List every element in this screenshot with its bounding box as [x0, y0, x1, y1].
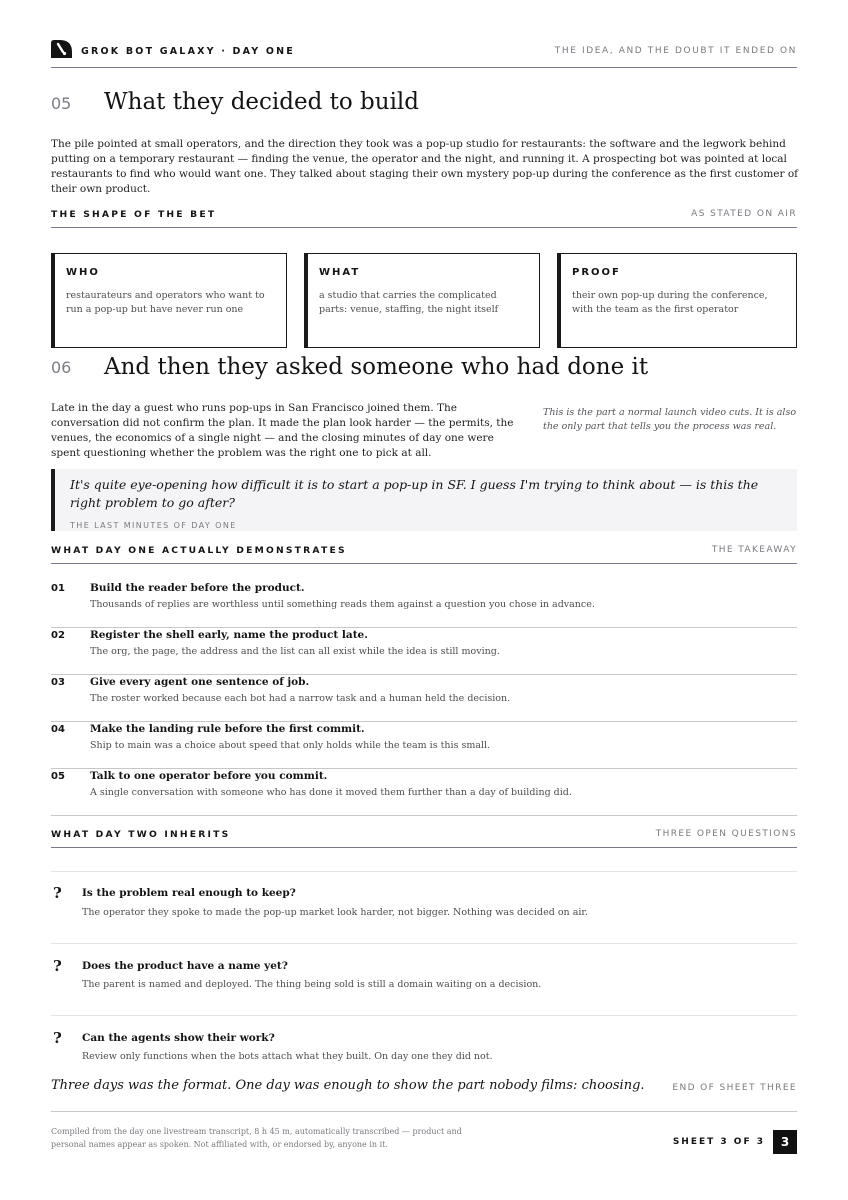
lesson-divider [51, 674, 797, 675]
lesson-description: The roster worked because each bot had a narrow task and a human held the decision. [90, 693, 511, 704]
lesson-title: Make the landing rule before the first commit. [90, 723, 365, 735]
quote-text: It's quite eye-opening how difficult it is to start a pop-up in SF. I guess I'm trying to think about — is this the right problem to go after? [70, 477, 759, 510]
question-title: Can the agents show their work? [82, 1032, 275, 1044]
question-title: Is the problem real enough to keep? [82, 887, 296, 899]
daytwo-kicker: WHAT DAY TWO INHERITS [51, 829, 231, 840]
pull-quote [51, 469, 797, 531]
section-title: And then they asked someone who had done it [104, 354, 649, 380]
lesson-divider [51, 627, 797, 628]
section-number: 05 [51, 94, 72, 113]
card-label: WHO [66, 267, 100, 278]
section-body: Late in the day a guest who runs pop-ups in San Francisco joined them. The conversation did not confirm the plan. It made the plan look harder — the permits, the venues, the economics of a single night — and the closing minutes of day one were spent questioning whether the problem was the right one to pick at all. [51, 402, 514, 459]
section-number: 06 [51, 358, 72, 377]
question-description: The operator they spoke to made the pop-up market look harder, not bigger. Nothing was decided on air. [82, 907, 588, 918]
daytwo-divider [51, 847, 797, 848]
bet-kicker: THE SHAPE OF THE BET [51, 209, 217, 220]
lesson-number: 05 [51, 771, 65, 782]
takeaway-kicker-right: THE TAKEAWAY [711, 545, 797, 555]
question-divider [51, 943, 797, 944]
takeaway-kicker: WHAT DAY ONE ACTUALLY DEMONSTRATES [51, 545, 347, 556]
question-divider [51, 1015, 797, 1016]
footer-divider [51, 1111, 797, 1112]
daytwo-kicker-right: THREE OPEN QUESTIONS [655, 829, 797, 839]
quote-caption: THE LAST MINUTES OF DAY ONE [70, 521, 237, 530]
lesson-divider [51, 721, 797, 722]
lesson-title: Register the shell early, name the product late. [90, 629, 368, 641]
footnote: Compiled from the day one livestream transcript, 8 h 45 m, automatically transcribed — product and personal names appear as spoken. Not affiliated with, or endorsed by, anyone in it. [51, 1127, 462, 1149]
header-divider [51, 67, 797, 68]
lesson-number: 01 [51, 583, 65, 594]
lesson-title: Build the reader before the product. [90, 582, 305, 594]
question-divider [51, 871, 797, 872]
closing-label: END OF SHEET THREE [672, 1083, 797, 1093]
lesson-divider [51, 815, 797, 816]
card-label: WHAT [319, 267, 361, 278]
takeaway-divider [51, 563, 797, 564]
bet-kicker-right: AS STATED ON AIR [691, 209, 797, 219]
brand-title: GROK BOT GALAXY · DAY ONE [81, 46, 295, 57]
section-body: The pile pointed at small operators, and the direction they took was a pop-up studio for restaurants: the software and the legwork behind putting on a temporary restaurant — finding the venue, the operator and the night, and running it. A prospecting bot was pointed at local restaurants to find who would want one. They talked about staging their own mystery pop-up during the conference as the first customer of their own product. [51, 138, 799, 195]
header-subtitle: THE IDEA, AND THE DOUBT IT ENDED ON [554, 46, 797, 56]
lesson-divider [51, 768, 797, 769]
bet-divider [51, 227, 797, 228]
question-mark-icon: ? [53, 957, 62, 975]
lesson-title: Give every agent one sentence of job. [90, 676, 310, 688]
lesson-description: A single conversation with someone who has done it moved them further than a day of building did. [90, 787, 572, 798]
question-mark-icon: ? [53, 884, 62, 902]
bet-card-what [304, 253, 540, 348]
lesson-description: Thousands of replies are worthless until something reads them against a question you chose in advance. [90, 599, 595, 610]
lesson-description: The org, the page, the address and the list can all exist while the idea is still moving. [90, 646, 500, 657]
page-number: 3 [773, 1130, 797, 1154]
card-text: a studio that carries the complicated parts: venue, staffing, the night itself [319, 290, 499, 315]
bet-card-proof [557, 253, 797, 348]
lesson-number: 04 [51, 724, 65, 735]
sheet-label: SHEET 3 OF 3 [672, 1137, 765, 1147]
card-text: restaurateurs and operators who want to run a pop-up but have never run one [66, 290, 265, 315]
card-label: PROOF [572, 267, 621, 278]
closing-line: Three days was the format. One day was enough to show the part nobody films: choosing. [51, 1078, 645, 1093]
question-title: Does the product have a name yet? [82, 960, 288, 972]
lesson-number: 02 [51, 630, 65, 641]
lesson-number: 03 [51, 677, 65, 688]
question-description: The parent is named and deployed. The thing being sold is still a domain waiting on a decision. [82, 979, 542, 990]
section-title: What they decided to build [104, 89, 420, 115]
question-mark-icon: ? [53, 1029, 62, 1047]
bet-card-who [51, 253, 287, 348]
card-text: their own pop-up during the conference, with the team as the first operator [572, 290, 768, 315]
question-description: Review only functions when the bots attach what they built. On day one they did not. [82, 1051, 493, 1062]
side-note: This is the part a normal launch video cuts. It is also the only part that tells you the process was real. [543, 407, 797, 432]
lesson-title: Talk to one operator before you commit. [90, 770, 328, 782]
lesson-description: Ship to main was a choice about speed that only holds while the team is this small. [90, 740, 491, 751]
logo-mark-icon [51, 40, 72, 58]
